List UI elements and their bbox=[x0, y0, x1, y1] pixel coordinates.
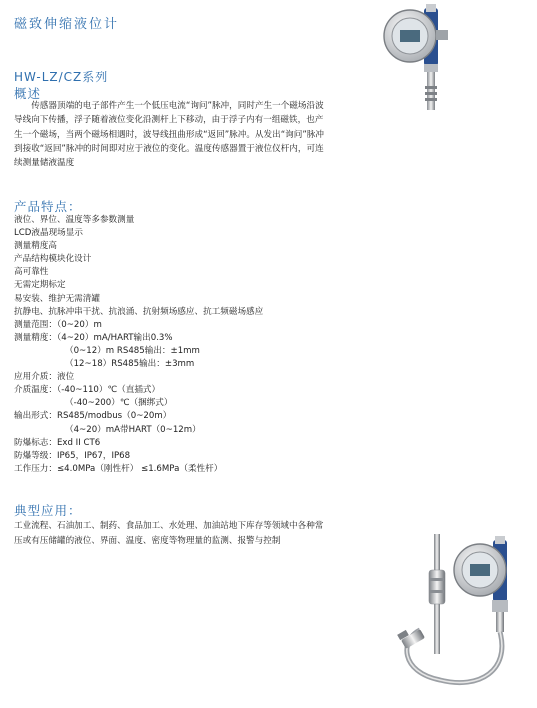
feature-item: 易安装、维护无需清罐 bbox=[14, 293, 100, 304]
feature-item: （0~12）m RS485输出：±1mm bbox=[65, 345, 200, 356]
overview-paragraph: 传感器顶端的电子部件产生一个低压电流“询问”脉冲，同时产生一个磁场沿波导线向下传播，浮子随着液位变化沿测杆上下移动，由于浮子内有一组磁铁，也产生一个磁场，当两个磁场相遇时，波导线扭曲形成“返回”脉冲。从发出“询问”脉冲到接收“返回”脉冲的时间即对应于液位的变化。温度传感器置于液位仪杆内，可连续测量储液温度 bbox=[14, 101, 324, 169]
feature-item: 无需定期标定 bbox=[14, 280, 66, 291]
feature-item: 工作压力：≤4.0MPa（刚性杆） ≤1.6MPa（柔性杆） bbox=[14, 463, 223, 474]
feature-item: 介质温度：（-40~110）℃（直插式） bbox=[14, 385, 161, 396]
feature-item: （4~20）mA带HART（0~12m） bbox=[65, 424, 201, 435]
applications-text bbox=[14, 519, 324, 548]
feature-item: 防爆标志：Exd II CT6 bbox=[14, 437, 101, 448]
series-label: HW-LZ/CZ系列 bbox=[14, 70, 109, 84]
feature-item: 液位、界位、温度等多参数测量 bbox=[14, 215, 135, 225]
overview-text bbox=[14, 99, 324, 170]
feature-item: （12~18）RS485输出：±3mm bbox=[65, 359, 195, 370]
feature-item: 抗静电、抗脉冲串干扰、抗浪涌、抗射频场感应、抗工频磁场感应 bbox=[14, 306, 264, 317]
feature-item: 防爆等级：IP65，IP67，IP68 bbox=[14, 450, 131, 461]
feature-item: 输出形式：RS485/modbus（0~20m） bbox=[14, 411, 172, 422]
feature-item: （-40~200）℃（捆绑式） bbox=[65, 398, 173, 409]
features-heading: 产品特点： bbox=[14, 199, 82, 214]
product-image-rigid-and-flexible bbox=[380, 530, 535, 705]
feature-item: 测量范围：（0~20）m bbox=[14, 319, 102, 330]
feature-item: 测量精度：（4~20）mA/HART输出0.3% bbox=[14, 332, 173, 343]
overview-heading: 概述 bbox=[14, 86, 42, 101]
page-title: 磁致伸缩液位计 bbox=[14, 17, 120, 32]
applications-paragraph: 工业流程、石油加工、制药、食品加工、水处理、加油站地下库存等领域中各种常压或有压储罐的液位、界面、温度、密度等物理量的监测、报警与控制 bbox=[14, 521, 324, 546]
applications-heading: 典型应用： bbox=[14, 503, 82, 518]
feature-item: 高可靠性 bbox=[14, 267, 49, 278]
product-image-transmitter-top bbox=[380, 2, 458, 110]
features-list bbox=[14, 214, 334, 476]
feature-item: 测量精度高 bbox=[14, 241, 57, 252]
feature-item: LCD液晶现场显示 bbox=[14, 228, 83, 239]
feature-item: 产品结构模块化设计 bbox=[14, 254, 92, 265]
feature-item: 应用介质：液位 bbox=[14, 372, 75, 383]
